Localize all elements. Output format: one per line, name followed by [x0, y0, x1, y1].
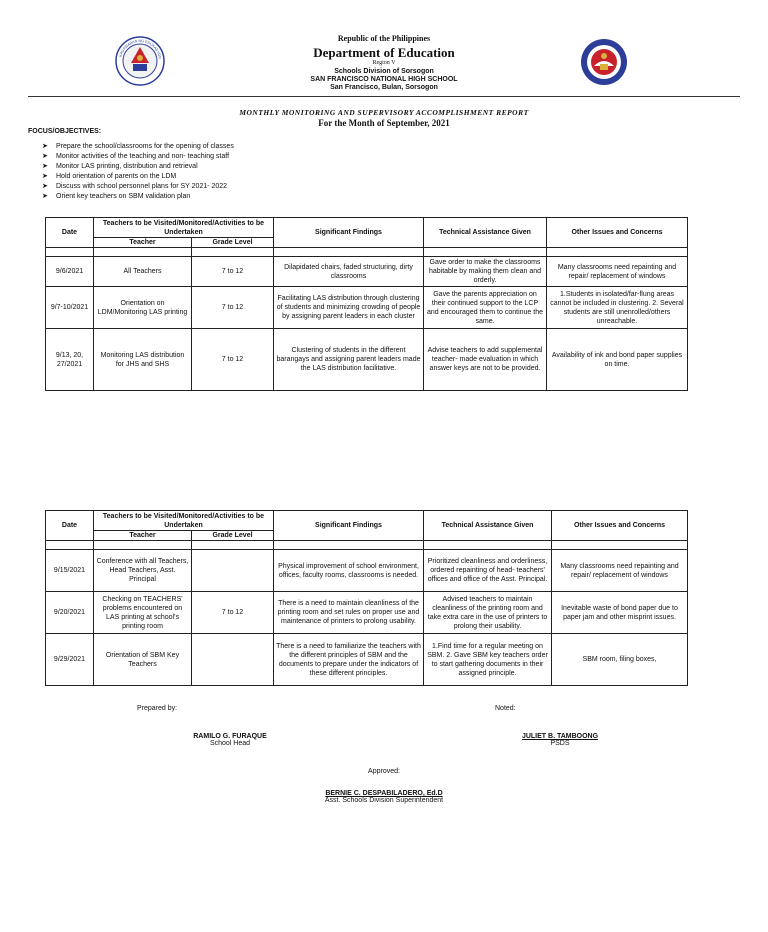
approved-label: Approved:: [368, 768, 400, 775]
arrow-bullet-icon: ➤: [42, 193, 48, 200]
report-title: MONTHLY MONITORING AND SUPERVISORY ACCOMPLISHMENT REPORT: [239, 108, 529, 117]
table-row: 9/6/2021 All Teachers 7 to 12 Dilapidated chairs, faded structuring, dirty classrooms Gave order to make the classrooms habitable by making them clean and orderly. Many classrooms need repainting and repair/ replacement of windows: [46, 257, 688, 287]
objective-item: ➤ Discuss with school personnel plans for SY 2021- 2022: [42, 183, 228, 190]
school-address: San Francisco, Bulan, Sorsogon: [330, 84, 438, 91]
noted-signature: [490, 733, 630, 747]
arrow-bullet-icon: ➤: [42, 173, 48, 180]
focus-label: FOCUS/OBJECTIVES:: [28, 128, 102, 135]
table-row-empty: [46, 248, 688, 257]
school-seal-logo: [580, 38, 630, 88]
arrow-bullet-icon: ➤: [42, 163, 48, 170]
col-header-grade: Grade Level: [192, 238, 274, 248]
noted-label: Noted:: [495, 705, 516, 712]
col-header-grade: Grade Level: [192, 531, 274, 541]
col-header-date: Date: [46, 511, 94, 541]
objective-item: ➤ Hold orientation of parents on the LDM: [42, 173, 177, 180]
monitoring-table-2: [45, 510, 688, 686]
col-header-visited: Teachers to be Visited/Monitored/Activities to be Undertaken: [94, 511, 274, 531]
header-divider: [28, 96, 740, 97]
table-row-empty: [46, 541, 688, 550]
republic-text: Republic of the Philippines: [337, 34, 431, 43]
arrow-bullet-icon: ➤: [42, 143, 48, 150]
table-row: 9/13, 20, 27/2021 Monitoring LAS distribution for JHS and SHS 7 to 12 Clustering of students in the different barangays and assigning parent leaders made the LAS distribution facilitative. Advise teachers to add supplemental teacher- made evaluation in which answer keys are not to be provided. Availability of ink and bond paper supplies on time.: [46, 329, 688, 391]
report-subtitle: For the Month of September, 2021: [318, 118, 450, 128]
table-row: 9/7-10/2021 Orientation on LDM/Monitoring LAS printing 7 to 12 Facilitating LAS distribution through clustering of students and minimizing crowding of people by assigning parent leaders in each cluster Gave the parents appreciation on their continued support to the LCP and encouraged them to continue the same. 1.Students in isolated/far-flung areas cannot be included in clustering. 2. Several students are still unenrolled/others unreachable.: [46, 287, 688, 329]
prepared-signature: [160, 733, 300, 747]
approved-signature: [284, 790, 484, 804]
col-header-findings: Significant Findings: [274, 218, 424, 248]
department-title: Department of Education: [313, 45, 455, 60]
prepared-title: School Head: [209, 740, 251, 747]
objective-item: ➤ Orient key teachers on SBM validation plan: [42, 193, 191, 200]
objective-item: ➤ Monitor activities of the teaching and non- teaching staff: [42, 153, 230, 160]
col-header-teacher: Teacher: [94, 531, 192, 541]
monitoring-table-1: [45, 217, 688, 391]
col-header-findings: Significant Findings: [274, 511, 424, 541]
svg-text:KAGAWARAN NG EDUKASYON: KAGAWARAN NG EDUKASYON: [118, 38, 162, 60]
col-header-assistance: Technical Assistance Given: [424, 218, 547, 248]
noted-title: PSDS: [550, 740, 570, 747]
noted-name: JULIET B. TAMBOONG: [521, 733, 599, 740]
approved-name: BERNIE C. DESPABILADERO, Ed.D: [325, 790, 443, 797]
approved-title: Asst. Schools Division Superintendent: [324, 797, 444, 804]
deped-seal-logo: [115, 36, 165, 86]
table-row: 9/15/2021 Conference with all Teachers, Head Teachers, Asst. Principal Physical improvement of school environment, offices, faculty rooms, classrooms is needed. Prioritized cleanliness and orderliness, ordered repainting of head- teachers' offices and office of the Asst. Principal. Many classrooms need repainting and repair/ replacement of windows: [46, 550, 688, 592]
arrow-bullet-icon: ➤: [42, 153, 48, 160]
arrow-bullet-icon: ➤: [42, 183, 48, 190]
col-header-issues: Other Issues and Concerns: [552, 511, 688, 541]
col-header-issues: Other Issues and Concerns: [547, 218, 688, 248]
objective-item: ➤ Prepare the school/classrooms for the opening of classes: [42, 143, 234, 150]
col-header-date: Date: [46, 218, 94, 248]
table-row: 9/20/2021 Checking on TEACHERS' problems encountered on LAS printing at school's printing room 7 to 12 There is a need to maintain cleanliness of the printing room and set rules on proper use and maintenance of printers to prolong usability. Advised teachers to maintain cleanliness of the printing room and take extra care in the use of printers to prolong their usability. Inevitable waste of bond paper due to paper jam and other misprint issues.: [46, 592, 688, 634]
table-row: 9/29/2021 Orientation of SBM Key Teachers There is a need to familiarize the teachers with the different principles of SBM and the documents to prepare under the indicators of these different principles. 1.Find time for a regular meeting on SBM. 2. Gave SBM key teachers order to start gathering documents in their assigned principle. SBM room, filing boxes,: [46, 634, 688, 686]
col-header-visited: Teachers to be Visited/Monitored/Activities to be Undertaken: [94, 218, 274, 238]
col-header-assistance: Technical Assistance Given: [424, 511, 552, 541]
prepared-by-label: Prepared by:: [137, 705, 178, 712]
objectives-list: [42, 142, 234, 202]
col-header-teacher: Teacher: [94, 238, 192, 248]
division-text: Schools Division of Sorsogon: [334, 68, 434, 75]
objective-item: ➤ Monitor LAS printing, distribution and retrieval: [42, 163, 198, 170]
prepared-name: RAMILO G. FURAQUE: [193, 733, 267, 740]
region-text: Region V: [372, 60, 396, 66]
school-name: SAN FRANCISCO NATIONAL HIGH SCHOOL: [310, 76, 458, 83]
